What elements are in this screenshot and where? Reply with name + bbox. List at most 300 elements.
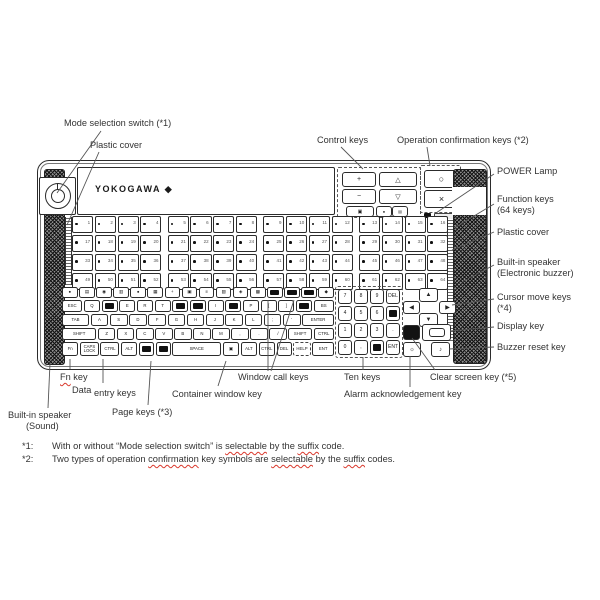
key xyxy=(314,300,334,312)
key-led-icon xyxy=(289,241,292,244)
function-key-number: 20 xyxy=(153,238,159,244)
key-led-icon xyxy=(385,223,388,226)
key-led-icon xyxy=(171,279,174,282)
key xyxy=(190,300,206,312)
key xyxy=(370,340,384,355)
function-key xyxy=(140,235,161,252)
function-key xyxy=(286,216,307,233)
key-label xyxy=(373,344,381,352)
key-led-icon xyxy=(430,223,433,226)
function-key xyxy=(118,235,139,252)
key xyxy=(370,289,384,304)
key-label: J xyxy=(213,316,216,322)
key-led-icon xyxy=(143,260,146,263)
function-key-number: 21 xyxy=(180,238,186,244)
key xyxy=(338,340,352,355)
clear-screen-key xyxy=(403,325,420,340)
function-key-number: 60 xyxy=(344,276,350,282)
key xyxy=(147,287,163,298)
key xyxy=(233,287,249,298)
key-label: P xyxy=(249,302,253,308)
label-ten-keys: Ten keys xyxy=(344,372,381,382)
function-key xyxy=(236,235,257,252)
key-label xyxy=(193,303,203,309)
key xyxy=(245,314,263,326)
key-led-icon xyxy=(75,260,78,263)
key-label: G xyxy=(174,316,179,322)
key xyxy=(79,287,95,298)
label-line: Built-in speaker xyxy=(497,257,561,267)
function-key xyxy=(213,216,234,233)
tenkey-row xyxy=(338,323,400,338)
key xyxy=(241,342,257,356)
confirm-ok-key-icon: ○ xyxy=(424,170,459,188)
key xyxy=(121,342,137,356)
key-led-icon xyxy=(362,223,365,226)
key-led-icon xyxy=(193,241,196,244)
function-key-number: 7 xyxy=(228,220,232,225)
key xyxy=(259,342,275,356)
key xyxy=(193,328,210,340)
label-line: (*4) xyxy=(497,303,512,313)
key xyxy=(62,342,78,356)
function-key-number: 12 xyxy=(344,220,350,225)
function-key-number: 18 xyxy=(107,238,113,244)
key-led-icon xyxy=(98,260,101,263)
function-key-number: 24 xyxy=(249,238,255,244)
function-key xyxy=(140,254,161,271)
ten-keys-block xyxy=(335,286,403,358)
key xyxy=(156,342,171,356)
key xyxy=(174,328,191,340)
key-label: ENT xyxy=(318,345,328,351)
key-label: ESC xyxy=(67,302,77,308)
key xyxy=(386,289,400,304)
key-led-icon xyxy=(430,241,433,244)
label-plastic-cover-right: Plastic cover xyxy=(497,227,550,237)
key-led-icon xyxy=(385,279,388,282)
key-led-icon xyxy=(335,241,338,244)
key xyxy=(117,328,134,340)
key xyxy=(264,314,282,326)
key-led-icon xyxy=(289,260,292,263)
key xyxy=(278,300,294,312)
function-key xyxy=(140,216,161,233)
footnote-2 xyxy=(22,454,395,464)
function-key-number: 31 xyxy=(417,238,423,244)
key-label: ◆ xyxy=(324,289,328,295)
label-builtin-speaker-sound xyxy=(8,410,71,432)
key xyxy=(370,306,384,321)
key-led-icon xyxy=(193,260,196,263)
function-key-number: 61 xyxy=(372,276,378,282)
function-key-number: 63 xyxy=(417,276,423,282)
text-segment: by the xyxy=(312,454,344,464)
label-cursor-move-keys xyxy=(497,292,571,314)
function-key xyxy=(405,216,426,233)
key-label: T xyxy=(161,302,164,308)
key-label: + xyxy=(171,289,174,295)
key-label: ▩ xyxy=(255,289,260,295)
key-label: Z xyxy=(105,330,109,336)
key xyxy=(62,300,82,312)
key-label: BS xyxy=(320,302,327,308)
function-key-number: 28 xyxy=(344,238,350,244)
function-key-number: 16 xyxy=(440,220,446,225)
key xyxy=(110,314,128,326)
key-label: ▤ xyxy=(84,289,89,295)
function-key-number: 49 xyxy=(85,276,91,282)
key-led-icon xyxy=(335,279,338,282)
key xyxy=(84,300,100,312)
key xyxy=(386,306,400,321)
key-label xyxy=(105,303,115,309)
key-label: 0 xyxy=(343,344,347,350)
key xyxy=(261,300,277,312)
key-label: 6 xyxy=(375,310,379,316)
key-label: DEL xyxy=(279,345,289,351)
key-led-icon xyxy=(289,279,292,282)
text-segment: code. xyxy=(319,441,345,451)
function-key xyxy=(190,216,211,233)
key-led-icon xyxy=(312,241,315,244)
function-key-number: 13 xyxy=(372,220,378,225)
key-label xyxy=(287,290,296,295)
key xyxy=(301,287,317,298)
brand-logo xyxy=(95,184,172,195)
logo-plate xyxy=(77,167,335,215)
key xyxy=(113,287,129,298)
key-label: CTRL xyxy=(104,345,116,351)
alarm-acknowledgement-key: ☼ xyxy=(403,342,421,357)
key-led-icon xyxy=(408,223,411,226)
key-label: D xyxy=(136,316,140,322)
key-led-icon xyxy=(216,223,219,226)
function-key-number: 35 xyxy=(130,257,136,263)
function-key-number: 14 xyxy=(394,220,400,225)
function-key-row xyxy=(72,235,450,252)
function-key-number: 23 xyxy=(226,238,232,244)
key xyxy=(199,287,215,298)
key xyxy=(91,314,109,326)
key xyxy=(206,314,224,326)
key xyxy=(139,342,154,356)
label-container-window-key: Container window key xyxy=(172,389,262,399)
key-label: , xyxy=(360,344,362,350)
label-window-call-keys: Window call keys xyxy=(238,372,309,382)
function-key xyxy=(213,254,234,271)
main-keyboard xyxy=(62,287,334,356)
function-key-number: 4 xyxy=(155,220,159,225)
key-label: K xyxy=(232,316,236,322)
key xyxy=(314,328,335,340)
function-key xyxy=(309,235,330,252)
key-led-icon xyxy=(239,223,242,226)
key-led-icon xyxy=(266,279,269,282)
control-key-minus-icon: − xyxy=(342,189,376,204)
key-led-icon xyxy=(266,260,269,263)
key xyxy=(338,306,352,321)
function-key xyxy=(309,254,330,271)
function-key-number: 51 xyxy=(130,276,136,282)
key-led-icon xyxy=(121,223,124,226)
key-label: 4 xyxy=(343,310,347,316)
key-label: CTRL xyxy=(318,330,330,336)
key xyxy=(168,314,186,326)
key-label: CTRL xyxy=(261,345,273,351)
function-key-number: 3 xyxy=(133,220,136,225)
key-led-icon xyxy=(430,260,433,263)
footnote-text xyxy=(52,454,395,464)
function-key xyxy=(359,235,380,252)
function-keys-grid xyxy=(72,216,450,295)
keyboard-row-2 xyxy=(62,314,334,326)
key xyxy=(284,287,300,298)
key-label: ALT xyxy=(125,345,133,351)
control-key-panel-icon: ▤ xyxy=(392,206,408,217)
key-led-icon xyxy=(335,223,338,226)
function-key xyxy=(286,235,307,252)
function-key-number: 9 xyxy=(278,220,282,225)
function-key xyxy=(427,235,448,252)
key xyxy=(269,328,286,340)
key-label: S xyxy=(117,316,121,322)
function-key xyxy=(72,216,93,233)
key xyxy=(216,287,232,298)
function-key xyxy=(72,254,93,271)
function-key xyxy=(332,254,353,271)
key-label: 9 xyxy=(375,293,379,299)
function-key-number: 34 xyxy=(107,257,113,263)
key-label: ◈ xyxy=(239,289,243,295)
control-key-up-icon: △ xyxy=(379,172,417,187)
key-label: ALT xyxy=(245,345,253,351)
key xyxy=(212,328,229,340)
function-key-number: 54 xyxy=(203,276,209,282)
key-label: ▥ xyxy=(119,289,124,295)
function-key xyxy=(236,216,257,233)
text-segment: Fn xyxy=(60,372,71,382)
function-key-number: 56 xyxy=(249,276,255,282)
footnote-mark: *1: xyxy=(22,441,34,451)
footnote-1 xyxy=(22,441,344,451)
key-label: ◉ xyxy=(102,289,106,295)
key-label: ● xyxy=(136,289,140,295)
key-led-icon xyxy=(121,279,124,282)
key-led-icon xyxy=(171,241,174,244)
key-led-icon xyxy=(362,260,365,263)
key-label: Fn xyxy=(67,345,73,351)
label-line: (Sound) xyxy=(26,421,59,431)
key xyxy=(231,328,248,340)
key-label: ▨ xyxy=(221,289,226,295)
key xyxy=(288,328,312,340)
text-segment: selectable xyxy=(225,441,267,451)
footnote-text xyxy=(52,441,344,451)
keyboard-row-1 xyxy=(62,300,334,312)
function-key-number: 64 xyxy=(440,276,446,282)
key-led-icon xyxy=(362,279,365,282)
key xyxy=(354,323,368,338)
key-led-icon xyxy=(143,223,146,226)
control-key-window-icon: ▣ xyxy=(346,206,374,217)
key-led-icon xyxy=(335,260,338,263)
function-key-number: 32 xyxy=(440,238,446,244)
key xyxy=(155,300,171,312)
left-plastic-cover-strip xyxy=(65,217,72,285)
key-label: HELP xyxy=(296,345,308,351)
key-label: A xyxy=(98,316,101,322)
key-led-icon xyxy=(239,241,242,244)
key-label: ENT xyxy=(388,344,398,350)
key-label xyxy=(229,303,239,309)
keyboard-row-4 xyxy=(62,342,334,356)
key xyxy=(225,314,243,326)
label-fn-key xyxy=(60,372,88,383)
key-led-icon xyxy=(121,241,124,244)
key xyxy=(148,314,166,326)
function-key xyxy=(405,235,426,252)
key xyxy=(250,328,267,340)
function-key xyxy=(332,235,353,252)
function-key-number: 5 xyxy=(183,220,186,225)
key xyxy=(250,287,266,298)
key-led-icon xyxy=(193,223,196,226)
key-led-icon xyxy=(216,241,219,244)
function-key xyxy=(213,235,234,252)
key-label: SPACE xyxy=(189,345,204,351)
function-key xyxy=(190,254,211,271)
control-key-pointer-icon: ● xyxy=(376,206,392,217)
control-key-down-icon: ▽ xyxy=(379,189,417,204)
window-call-keys-row xyxy=(62,287,334,298)
function-key-number: 55 xyxy=(226,276,232,282)
key-label: / xyxy=(277,330,279,336)
function-key-number: 6 xyxy=(206,220,209,225)
key-led-icon xyxy=(216,260,219,263)
label-page-keys: Page keys (*3) xyxy=(112,407,173,417)
key-label: SHIFT xyxy=(293,330,307,336)
key xyxy=(243,300,259,312)
key xyxy=(172,300,188,312)
function-key-number: 33 xyxy=(85,257,91,263)
key-label: CAPS LOCK xyxy=(83,343,96,353)
key xyxy=(102,300,118,312)
key-label: 7 xyxy=(343,293,347,299)
label-display-key: Display key xyxy=(497,321,544,331)
key-led-icon xyxy=(266,241,269,244)
key-label xyxy=(142,346,151,353)
function-key-number: 17 xyxy=(85,238,91,244)
label-line: (64 keys) xyxy=(497,205,535,215)
function-key xyxy=(382,216,403,233)
function-key-number: 59 xyxy=(322,276,328,282)
function-key-number: 1 xyxy=(87,220,91,225)
function-key xyxy=(427,254,448,271)
text-segment: key xyxy=(70,372,88,382)
text-segment: suffix xyxy=(297,441,319,451)
key-led-icon xyxy=(75,223,78,226)
key-label: E xyxy=(125,302,129,308)
function-key xyxy=(405,254,426,271)
key-label: N xyxy=(200,330,204,336)
key-label: ] xyxy=(285,302,287,308)
function-key-number: 43 xyxy=(322,257,328,263)
cursor-up-key: ▲ xyxy=(419,288,438,302)
key xyxy=(165,287,181,298)
key-led-icon xyxy=(239,260,242,263)
key xyxy=(338,323,352,338)
keyboard-row-3 xyxy=(62,328,334,340)
key-led-icon xyxy=(171,260,174,263)
key-led-icon xyxy=(239,279,242,282)
label-buzzer-reset-key: Buzzer reset key xyxy=(497,342,566,352)
key-label: F xyxy=(155,316,159,322)
label-alarm-ack-key: Alarm acknowledgement key xyxy=(344,389,462,399)
function-key-row xyxy=(72,254,450,271)
key-label: V xyxy=(162,330,166,336)
function-key-number: 10 xyxy=(299,220,305,225)
key xyxy=(100,342,119,356)
key-led-icon xyxy=(98,241,101,244)
confirm-cancel-key-icon: × xyxy=(424,190,459,208)
function-key-number: 41 xyxy=(276,257,282,263)
footnote-mark: *2: xyxy=(22,454,34,464)
key-label: . xyxy=(392,327,394,333)
display-key xyxy=(422,324,451,341)
key xyxy=(155,328,172,340)
key-label: ENTER xyxy=(310,316,326,322)
key-led-icon xyxy=(266,223,269,226)
function-key-number: 52 xyxy=(153,276,159,282)
label-line: (Electronic buzzer) xyxy=(497,268,574,278)
key-led-icon xyxy=(98,223,101,226)
function-key xyxy=(118,216,139,233)
function-key-number: 42 xyxy=(299,257,305,263)
key-led-icon xyxy=(408,279,411,282)
key xyxy=(338,289,352,304)
logo-text: YOKOGAWA xyxy=(95,184,161,194)
key-label: DEL xyxy=(388,293,398,299)
key-label xyxy=(270,290,279,295)
logo-diamond-icon: ◆ xyxy=(164,184,172,194)
function-key-number: 27 xyxy=(322,238,328,244)
key xyxy=(293,342,311,356)
key xyxy=(80,342,99,356)
function-key xyxy=(168,216,189,233)
function-key xyxy=(309,216,330,233)
tenkey-row xyxy=(338,340,400,355)
function-key-number: 45 xyxy=(372,257,378,263)
label-function-keys xyxy=(497,194,554,216)
function-key xyxy=(95,235,116,252)
key xyxy=(283,314,301,326)
key xyxy=(354,289,368,304)
function-key xyxy=(332,216,353,233)
key-label: M xyxy=(219,330,223,336)
key-label: ▣ xyxy=(228,345,233,351)
key xyxy=(223,342,239,356)
function-key xyxy=(382,235,403,252)
key-led-icon xyxy=(98,279,101,282)
key-label: ' xyxy=(291,316,293,322)
key xyxy=(129,314,147,326)
key-label xyxy=(159,346,168,353)
key xyxy=(119,300,135,312)
key-label: X xyxy=(124,330,128,336)
key-label: 1 xyxy=(343,327,347,333)
tenkey-row xyxy=(338,289,400,304)
